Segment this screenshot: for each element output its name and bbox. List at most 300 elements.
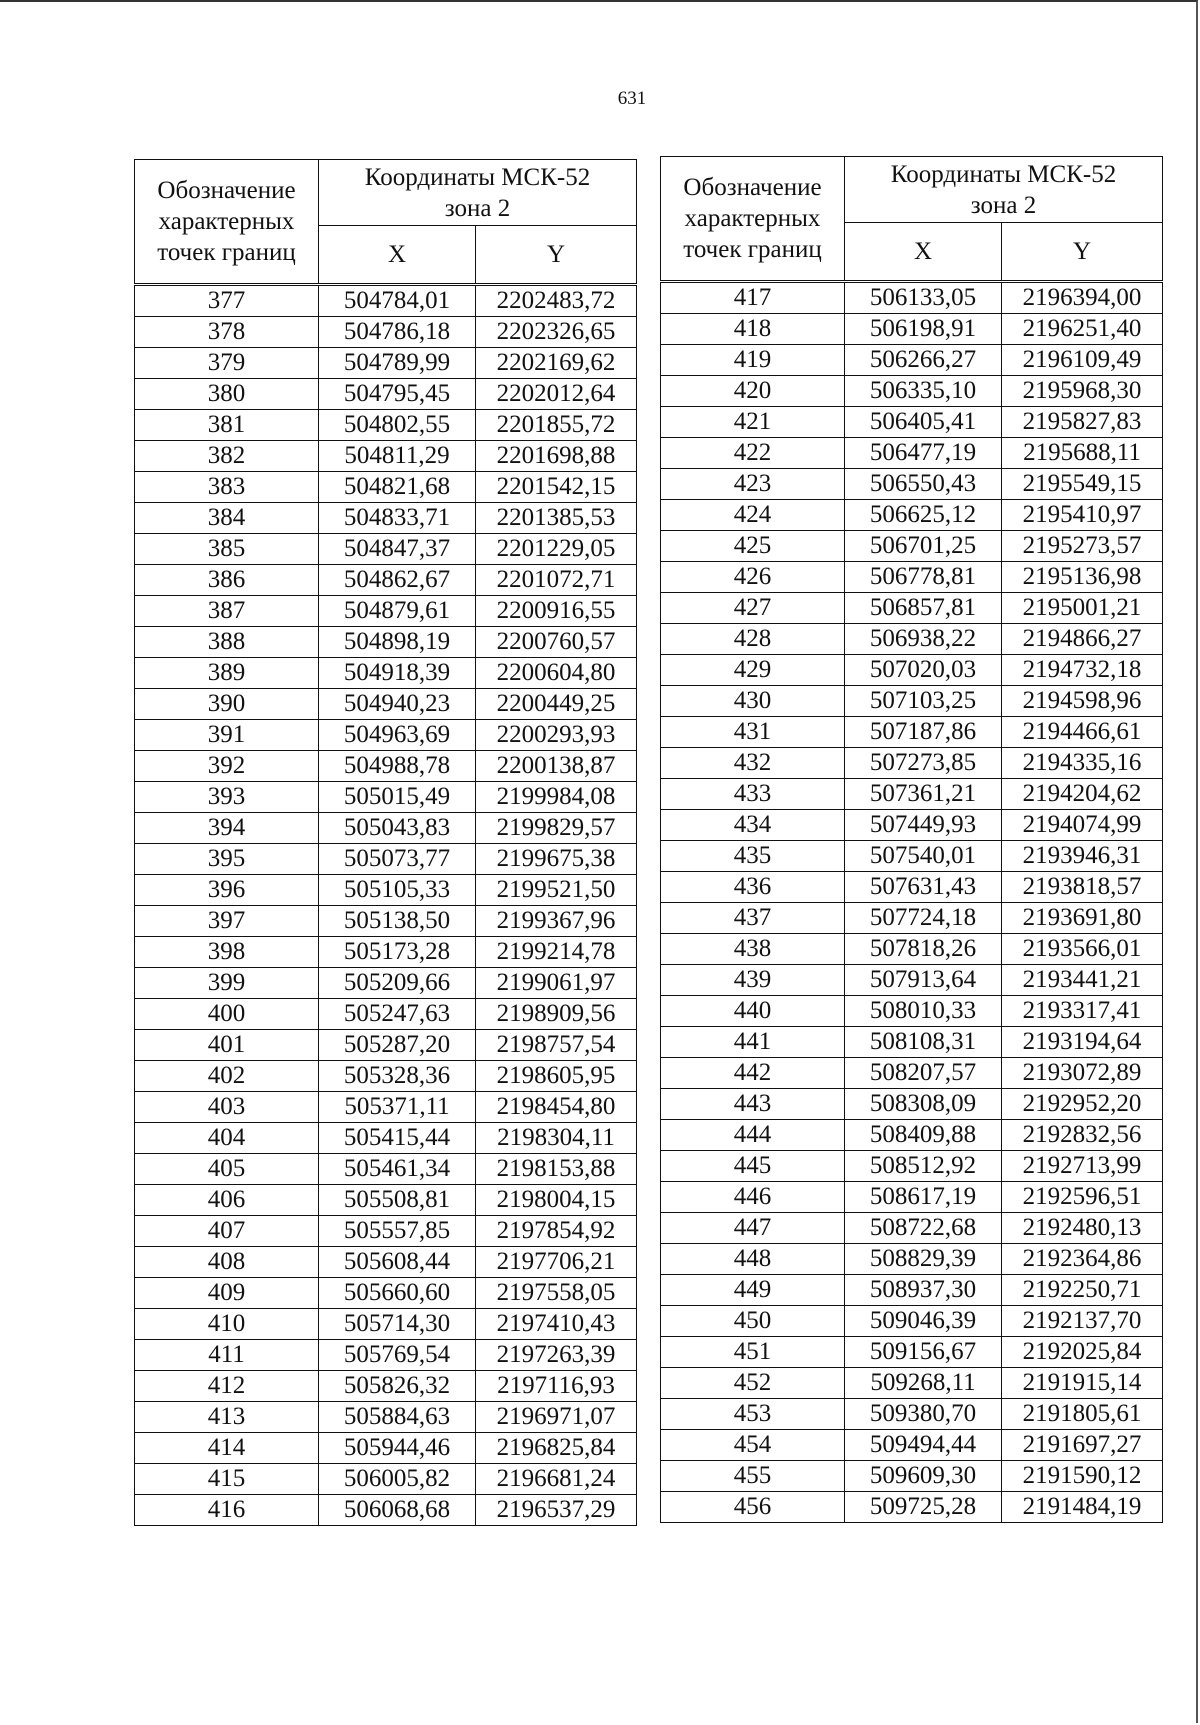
table-row bbox=[135, 441, 637, 472]
header-coordinates: Координаты МСК-52 зона 2 bbox=[845, 157, 1163, 223]
table-row bbox=[661, 282, 1163, 314]
x-coordinate-cell: 507103,25 bbox=[845, 686, 1002, 717]
y-coordinate-cell: 2199675,38 bbox=[476, 844, 637, 875]
x-coordinate-cell: 505557,85 bbox=[319, 1216, 476, 1247]
y-coordinate-cell: 2191590,12 bbox=[1002, 1461, 1163, 1492]
point-id-cell: 451 bbox=[661, 1337, 845, 1368]
y-coordinate-cell: 2201542,15 bbox=[476, 472, 637, 503]
y-coordinate-cell: 2200449,25 bbox=[476, 689, 637, 720]
point-id-cell: 437 bbox=[661, 903, 845, 934]
x-coordinate-cell: 508829,39 bbox=[845, 1244, 1002, 1275]
point-id-cell: 431 bbox=[661, 717, 845, 748]
point-id-cell: 433 bbox=[661, 779, 845, 810]
x-coordinate-cell: 504988,78 bbox=[319, 751, 476, 782]
y-coordinate-cell: 2198909,56 bbox=[476, 999, 637, 1030]
x-coordinate-cell: 505105,33 bbox=[319, 875, 476, 906]
x-coordinate-cell: 506198,91 bbox=[845, 314, 1002, 345]
point-id-cell: 410 bbox=[135, 1309, 319, 1340]
x-coordinate-cell: 505508,81 bbox=[319, 1185, 476, 1216]
x-coordinate-cell: 505884,63 bbox=[319, 1402, 476, 1433]
table-row bbox=[135, 720, 637, 751]
point-id-cell: 411 bbox=[135, 1340, 319, 1371]
x-coordinate-cell: 507631,43 bbox=[845, 872, 1002, 903]
point-id-cell: 439 bbox=[661, 965, 845, 996]
y-coordinate-cell: 2196537,29 bbox=[476, 1495, 637, 1526]
table-row bbox=[135, 1216, 637, 1247]
table-row bbox=[135, 844, 637, 875]
x-coordinate-cell: 504821,68 bbox=[319, 472, 476, 503]
point-id-cell: 418 bbox=[661, 314, 845, 345]
y-coordinate-cell: 2192832,56 bbox=[1002, 1120, 1163, 1151]
x-coordinate-cell: 507818,26 bbox=[845, 934, 1002, 965]
table-row bbox=[661, 345, 1163, 376]
x-coordinate-cell: 505287,20 bbox=[319, 1030, 476, 1061]
table-row bbox=[661, 717, 1163, 748]
table-row bbox=[135, 565, 637, 596]
y-coordinate-cell: 2200916,55 bbox=[476, 596, 637, 627]
x-coordinate-cell: 506005,82 bbox=[319, 1464, 476, 1495]
y-coordinate-cell: 2202326,65 bbox=[476, 317, 637, 348]
table-row bbox=[135, 1402, 637, 1433]
point-id-cell: 391 bbox=[135, 720, 319, 751]
x-coordinate-cell: 509494,44 bbox=[845, 1430, 1002, 1461]
point-id-cell: 420 bbox=[661, 376, 845, 407]
y-coordinate-cell: 2193072,89 bbox=[1002, 1058, 1163, 1089]
table-row bbox=[135, 1371, 637, 1402]
point-id-cell: 395 bbox=[135, 844, 319, 875]
x-coordinate-cell: 504802,55 bbox=[319, 410, 476, 441]
point-id-cell: 416 bbox=[135, 1495, 319, 1526]
x-coordinate-cell: 509725,28 bbox=[845, 1492, 1002, 1523]
y-coordinate-cell: 2197558,05 bbox=[476, 1278, 637, 1309]
table-row bbox=[661, 686, 1163, 717]
table-row bbox=[135, 1185, 637, 1216]
point-id-cell: 401 bbox=[135, 1030, 319, 1061]
table-row bbox=[661, 903, 1163, 934]
y-coordinate-cell: 2193194,64 bbox=[1002, 1027, 1163, 1058]
point-id-cell: 387 bbox=[135, 596, 319, 627]
table-row bbox=[661, 1492, 1163, 1523]
x-coordinate-cell: 506133,05 bbox=[845, 282, 1002, 314]
point-id-cell: 438 bbox=[661, 934, 845, 965]
y-coordinate-cell: 2194598,96 bbox=[1002, 686, 1163, 717]
point-id-cell: 379 bbox=[135, 348, 319, 379]
header-y: Y bbox=[476, 226, 637, 285]
x-coordinate-cell: 507449,93 bbox=[845, 810, 1002, 841]
point-id-cell: 414 bbox=[135, 1433, 319, 1464]
point-id-cell: 398 bbox=[135, 937, 319, 968]
table-row bbox=[661, 1244, 1163, 1275]
table-row bbox=[135, 410, 637, 441]
table-row bbox=[661, 1399, 1163, 1430]
point-id-cell: 382 bbox=[135, 441, 319, 472]
point-id-cell: 448 bbox=[661, 1244, 845, 1275]
x-coordinate-cell: 506550,43 bbox=[845, 469, 1002, 500]
table-row bbox=[135, 1495, 637, 1526]
point-id-cell: 445 bbox=[661, 1151, 845, 1182]
table-row bbox=[135, 689, 637, 720]
y-coordinate-cell: 2192952,20 bbox=[1002, 1089, 1163, 1120]
x-coordinate-cell: 504789,99 bbox=[319, 348, 476, 379]
table-row bbox=[661, 1430, 1163, 1461]
page-number: 631 bbox=[617, 88, 647, 109]
x-coordinate-cell: 504862,67 bbox=[319, 565, 476, 596]
y-coordinate-cell: 2201385,53 bbox=[476, 503, 637, 534]
table-row bbox=[661, 1461, 1163, 1492]
table-row bbox=[661, 996, 1163, 1027]
point-id-cell: 405 bbox=[135, 1154, 319, 1185]
y-coordinate-cell: 2197263,39 bbox=[476, 1340, 637, 1371]
x-coordinate-cell: 508409,88 bbox=[845, 1120, 1002, 1151]
table-row bbox=[135, 596, 637, 627]
table-row bbox=[135, 1340, 637, 1371]
point-id-cell: 446 bbox=[661, 1182, 845, 1213]
y-coordinate-cell: 2197854,92 bbox=[476, 1216, 637, 1247]
table-row bbox=[661, 1182, 1163, 1213]
x-coordinate-cell: 508617,19 bbox=[845, 1182, 1002, 1213]
y-coordinate-cell: 2197706,21 bbox=[476, 1247, 637, 1278]
point-id-cell: 390 bbox=[135, 689, 319, 720]
x-coordinate-cell: 505247,63 bbox=[319, 999, 476, 1030]
y-coordinate-cell: 2191484,19 bbox=[1002, 1492, 1163, 1523]
point-id-cell: 412 bbox=[135, 1371, 319, 1402]
y-coordinate-cell: 2195549,15 bbox=[1002, 469, 1163, 500]
table-row bbox=[661, 562, 1163, 593]
point-id-cell: 436 bbox=[661, 872, 845, 903]
x-coordinate-cell: 508010,33 bbox=[845, 996, 1002, 1027]
point-id-cell: 409 bbox=[135, 1278, 319, 1309]
table-row bbox=[135, 1123, 637, 1154]
y-coordinate-cell: 2198153,88 bbox=[476, 1154, 637, 1185]
point-id-cell: 385 bbox=[135, 534, 319, 565]
x-coordinate-cell: 504918,39 bbox=[319, 658, 476, 689]
table-row bbox=[661, 965, 1163, 996]
point-id-cell: 427 bbox=[661, 593, 845, 624]
point-id-cell: 426 bbox=[661, 562, 845, 593]
table-row bbox=[661, 500, 1163, 531]
x-coordinate-cell: 504795,45 bbox=[319, 379, 476, 410]
table-row bbox=[661, 407, 1163, 438]
x-coordinate-cell: 507913,64 bbox=[845, 965, 1002, 996]
x-coordinate-cell: 505209,66 bbox=[319, 968, 476, 999]
table-row bbox=[661, 593, 1163, 624]
point-id-cell: 386 bbox=[135, 565, 319, 596]
table-row bbox=[135, 906, 637, 937]
point-id-cell: 389 bbox=[135, 658, 319, 689]
x-coordinate-cell: 507273,85 bbox=[845, 748, 1002, 779]
y-coordinate-cell: 2193818,57 bbox=[1002, 872, 1163, 903]
coordinates-table-right bbox=[660, 156, 1163, 1523]
y-coordinate-cell: 2198605,95 bbox=[476, 1061, 637, 1092]
point-id-cell: 432 bbox=[661, 748, 845, 779]
x-coordinate-cell: 506857,81 bbox=[845, 593, 1002, 624]
y-coordinate-cell: 2192596,51 bbox=[1002, 1182, 1163, 1213]
table-row bbox=[661, 779, 1163, 810]
x-coordinate-cell: 509156,67 bbox=[845, 1337, 1002, 1368]
x-coordinate-cell: 504963,69 bbox=[319, 720, 476, 751]
x-coordinate-cell: 508108,31 bbox=[845, 1027, 1002, 1058]
x-coordinate-cell: 504786,18 bbox=[319, 317, 476, 348]
y-coordinate-cell: 2196109,49 bbox=[1002, 345, 1163, 376]
table-row bbox=[661, 1306, 1163, 1337]
point-id-cell: 428 bbox=[661, 624, 845, 655]
point-id-cell: 424 bbox=[661, 500, 845, 531]
table-row bbox=[661, 1058, 1163, 1089]
y-coordinate-cell: 2193946,31 bbox=[1002, 841, 1163, 872]
x-coordinate-cell: 505173,28 bbox=[319, 937, 476, 968]
x-coordinate-cell: 507020,03 bbox=[845, 655, 1002, 686]
table-row bbox=[135, 1433, 637, 1464]
table-body bbox=[135, 285, 637, 1526]
table-row bbox=[661, 376, 1163, 407]
point-id-cell: 408 bbox=[135, 1247, 319, 1278]
y-coordinate-cell: 2196394,00 bbox=[1002, 282, 1163, 314]
x-coordinate-cell: 505138,50 bbox=[319, 906, 476, 937]
point-id-cell: 400 bbox=[135, 999, 319, 1030]
header-y: Y bbox=[1002, 223, 1163, 282]
x-coordinate-cell: 506778,81 bbox=[845, 562, 1002, 593]
y-coordinate-cell: 2200604,80 bbox=[476, 658, 637, 689]
table-row bbox=[661, 438, 1163, 469]
y-coordinate-cell: 2195827,83 bbox=[1002, 407, 1163, 438]
y-coordinate-cell: 2192480,13 bbox=[1002, 1213, 1163, 1244]
y-coordinate-cell: 2200760,57 bbox=[476, 627, 637, 658]
x-coordinate-cell: 506405,41 bbox=[845, 407, 1002, 438]
y-coordinate-cell: 2196681,24 bbox=[476, 1464, 637, 1495]
x-coordinate-cell: 505714,30 bbox=[319, 1309, 476, 1340]
x-coordinate-cell: 509046,39 bbox=[845, 1306, 1002, 1337]
x-coordinate-cell: 505015,49 bbox=[319, 782, 476, 813]
y-coordinate-cell: 2191697,27 bbox=[1002, 1430, 1163, 1461]
table-row bbox=[661, 1089, 1163, 1120]
table-header bbox=[135, 160, 637, 285]
x-coordinate-cell: 506938,22 bbox=[845, 624, 1002, 655]
table-row bbox=[661, 748, 1163, 779]
y-coordinate-cell: 2191805,61 bbox=[1002, 1399, 1163, 1430]
table-row bbox=[135, 627, 637, 658]
y-coordinate-cell: 2194074,99 bbox=[1002, 810, 1163, 841]
x-coordinate-cell: 508512,92 bbox=[845, 1151, 1002, 1182]
y-coordinate-cell: 2194335,16 bbox=[1002, 748, 1163, 779]
point-id-cell: 393 bbox=[135, 782, 319, 813]
y-coordinate-cell: 2202012,64 bbox=[476, 379, 637, 410]
table-row bbox=[661, 624, 1163, 655]
point-id-cell: 430 bbox=[661, 686, 845, 717]
point-id-cell: 388 bbox=[135, 627, 319, 658]
x-coordinate-cell: 504833,71 bbox=[319, 503, 476, 534]
point-id-cell: 449 bbox=[661, 1275, 845, 1306]
point-id-cell: 454 bbox=[661, 1430, 845, 1461]
y-coordinate-cell: 2197116,93 bbox=[476, 1371, 637, 1402]
y-coordinate-cell: 2192364,86 bbox=[1002, 1244, 1163, 1275]
y-coordinate-cell: 2197410,43 bbox=[476, 1309, 637, 1340]
point-id-cell: 423 bbox=[661, 469, 845, 500]
table-row bbox=[135, 1154, 637, 1185]
table-row bbox=[661, 1275, 1163, 1306]
point-id-cell: 394 bbox=[135, 813, 319, 844]
table-row bbox=[135, 782, 637, 813]
x-coordinate-cell: 505660,60 bbox=[319, 1278, 476, 1309]
table-row bbox=[135, 813, 637, 844]
y-coordinate-cell: 2195001,21 bbox=[1002, 593, 1163, 624]
point-id-cell: 384 bbox=[135, 503, 319, 534]
header-x: X bbox=[319, 226, 476, 285]
point-id-cell: 402 bbox=[135, 1061, 319, 1092]
point-id-cell: 419 bbox=[661, 345, 845, 376]
y-coordinate-cell: 2199984,08 bbox=[476, 782, 637, 813]
x-coordinate-cell: 508207,57 bbox=[845, 1058, 1002, 1089]
x-coordinate-cell: 504784,01 bbox=[319, 285, 476, 317]
point-id-cell: 383 bbox=[135, 472, 319, 503]
y-coordinate-cell: 2201855,72 bbox=[476, 410, 637, 441]
x-coordinate-cell: 506477,19 bbox=[845, 438, 1002, 469]
table-row bbox=[661, 1151, 1163, 1182]
y-coordinate-cell: 2201229,05 bbox=[476, 534, 637, 565]
point-id-cell: 455 bbox=[661, 1461, 845, 1492]
y-coordinate-cell: 2198304,11 bbox=[476, 1123, 637, 1154]
x-coordinate-cell: 505608,44 bbox=[319, 1247, 476, 1278]
table-row bbox=[661, 1027, 1163, 1058]
table-row bbox=[135, 348, 637, 379]
x-coordinate-cell: 506335,10 bbox=[845, 376, 1002, 407]
x-coordinate-cell: 506701,25 bbox=[845, 531, 1002, 562]
header-x: X bbox=[845, 223, 1002, 282]
y-coordinate-cell: 2202169,62 bbox=[476, 348, 637, 379]
point-id-cell: 434 bbox=[661, 810, 845, 841]
table-row bbox=[135, 968, 637, 999]
table-row bbox=[661, 872, 1163, 903]
table-row bbox=[135, 999, 637, 1030]
x-coordinate-cell: 505073,77 bbox=[319, 844, 476, 875]
table-row bbox=[135, 317, 637, 348]
x-coordinate-cell: 507187,86 bbox=[845, 717, 1002, 748]
table-row bbox=[135, 503, 637, 534]
x-coordinate-cell: 506625,12 bbox=[845, 500, 1002, 531]
y-coordinate-cell: 2193566,01 bbox=[1002, 934, 1163, 965]
y-coordinate-cell: 2200138,87 bbox=[476, 751, 637, 782]
point-id-cell: 447 bbox=[661, 1213, 845, 1244]
point-id-cell: 378 bbox=[135, 317, 319, 348]
point-id-cell: 415 bbox=[135, 1464, 319, 1495]
point-id-cell: 442 bbox=[661, 1058, 845, 1089]
point-id-cell: 381 bbox=[135, 410, 319, 441]
point-id-cell: 404 bbox=[135, 1123, 319, 1154]
point-id-cell: 443 bbox=[661, 1089, 845, 1120]
point-id-cell: 452 bbox=[661, 1368, 845, 1399]
point-id-cell: 380 bbox=[135, 379, 319, 410]
table-row bbox=[661, 841, 1163, 872]
x-coordinate-cell: 505944,46 bbox=[319, 1433, 476, 1464]
x-coordinate-cell: 506068,68 bbox=[319, 1495, 476, 1526]
point-id-cell: 441 bbox=[661, 1027, 845, 1058]
y-coordinate-cell: 2198004,15 bbox=[476, 1185, 637, 1216]
point-id-cell: 397 bbox=[135, 906, 319, 937]
table-row bbox=[661, 1120, 1163, 1151]
x-coordinate-cell: 504940,23 bbox=[319, 689, 476, 720]
x-coordinate-cell: 504879,61 bbox=[319, 596, 476, 627]
table-row bbox=[135, 1092, 637, 1123]
table-row bbox=[135, 1061, 637, 1092]
x-coordinate-cell: 507724,18 bbox=[845, 903, 1002, 934]
table-row bbox=[661, 655, 1163, 686]
y-coordinate-cell: 2192250,71 bbox=[1002, 1275, 1163, 1306]
x-coordinate-cell: 506266,27 bbox=[845, 345, 1002, 376]
point-id-cell: 429 bbox=[661, 655, 845, 686]
x-coordinate-cell: 505769,54 bbox=[319, 1340, 476, 1371]
table-row bbox=[135, 1278, 637, 1309]
y-coordinate-cell: 2195273,57 bbox=[1002, 531, 1163, 562]
y-coordinate-cell: 2193441,21 bbox=[1002, 965, 1163, 996]
point-id-cell: 407 bbox=[135, 1216, 319, 1247]
y-coordinate-cell: 2194866,27 bbox=[1002, 624, 1163, 655]
table-row bbox=[135, 751, 637, 782]
point-id-cell: 422 bbox=[661, 438, 845, 469]
point-id-cell: 406 bbox=[135, 1185, 319, 1216]
y-coordinate-cell: 2192713,99 bbox=[1002, 1151, 1163, 1182]
point-id-cell: 396 bbox=[135, 875, 319, 906]
y-coordinate-cell: 2194732,18 bbox=[1002, 655, 1163, 686]
table-row bbox=[661, 1368, 1163, 1399]
y-coordinate-cell: 2195410,97 bbox=[1002, 500, 1163, 531]
x-coordinate-cell: 504898,19 bbox=[319, 627, 476, 658]
y-coordinate-cell: 2194204,62 bbox=[1002, 779, 1163, 810]
point-id-cell: 403 bbox=[135, 1092, 319, 1123]
point-id-cell: 417 bbox=[661, 282, 845, 314]
table-row bbox=[661, 934, 1163, 965]
table-row bbox=[661, 531, 1163, 562]
y-coordinate-cell: 2198757,54 bbox=[476, 1030, 637, 1061]
header-point-label: Обозначение характерных точек границ bbox=[661, 157, 845, 282]
table-row bbox=[135, 1030, 637, 1061]
point-id-cell: 444 bbox=[661, 1120, 845, 1151]
point-id-cell: 435 bbox=[661, 841, 845, 872]
x-coordinate-cell: 508722,68 bbox=[845, 1213, 1002, 1244]
x-coordinate-cell: 509268,11 bbox=[845, 1368, 1002, 1399]
table-row bbox=[135, 472, 637, 503]
table-row bbox=[135, 285, 637, 317]
point-id-cell: 456 bbox=[661, 1492, 845, 1523]
y-coordinate-cell: 2199367,96 bbox=[476, 906, 637, 937]
x-coordinate-cell: 504811,29 bbox=[319, 441, 476, 472]
table-row bbox=[661, 1337, 1163, 1368]
table-row bbox=[135, 937, 637, 968]
header-coordinates: Координаты МСК-52 зона 2 bbox=[319, 160, 637, 226]
x-coordinate-cell: 507540,01 bbox=[845, 841, 1002, 872]
x-coordinate-cell: 507361,21 bbox=[845, 779, 1002, 810]
x-coordinate-cell: 505371,11 bbox=[319, 1092, 476, 1123]
table-row bbox=[661, 810, 1163, 841]
table-row bbox=[135, 1464, 637, 1495]
point-id-cell: 399 bbox=[135, 968, 319, 999]
point-id-cell: 450 bbox=[661, 1306, 845, 1337]
table-row bbox=[661, 314, 1163, 345]
y-coordinate-cell: 2191915,14 bbox=[1002, 1368, 1163, 1399]
y-coordinate-cell: 2193691,80 bbox=[1002, 903, 1163, 934]
x-coordinate-cell: 504847,37 bbox=[319, 534, 476, 565]
point-id-cell: 425 bbox=[661, 531, 845, 562]
point-id-cell: 377 bbox=[135, 285, 319, 317]
header-point-label: Обозначение характерных точек границ bbox=[135, 160, 319, 285]
point-id-cell: 413 bbox=[135, 1402, 319, 1433]
y-coordinate-cell: 2196251,40 bbox=[1002, 314, 1163, 345]
y-coordinate-cell: 2198454,80 bbox=[476, 1092, 637, 1123]
table-header bbox=[661, 157, 1163, 282]
table-row bbox=[135, 1309, 637, 1340]
y-coordinate-cell: 2199521,50 bbox=[476, 875, 637, 906]
x-coordinate-cell: 505043,83 bbox=[319, 813, 476, 844]
y-coordinate-cell: 2192025,84 bbox=[1002, 1337, 1163, 1368]
y-coordinate-cell: 2201072,71 bbox=[476, 565, 637, 596]
